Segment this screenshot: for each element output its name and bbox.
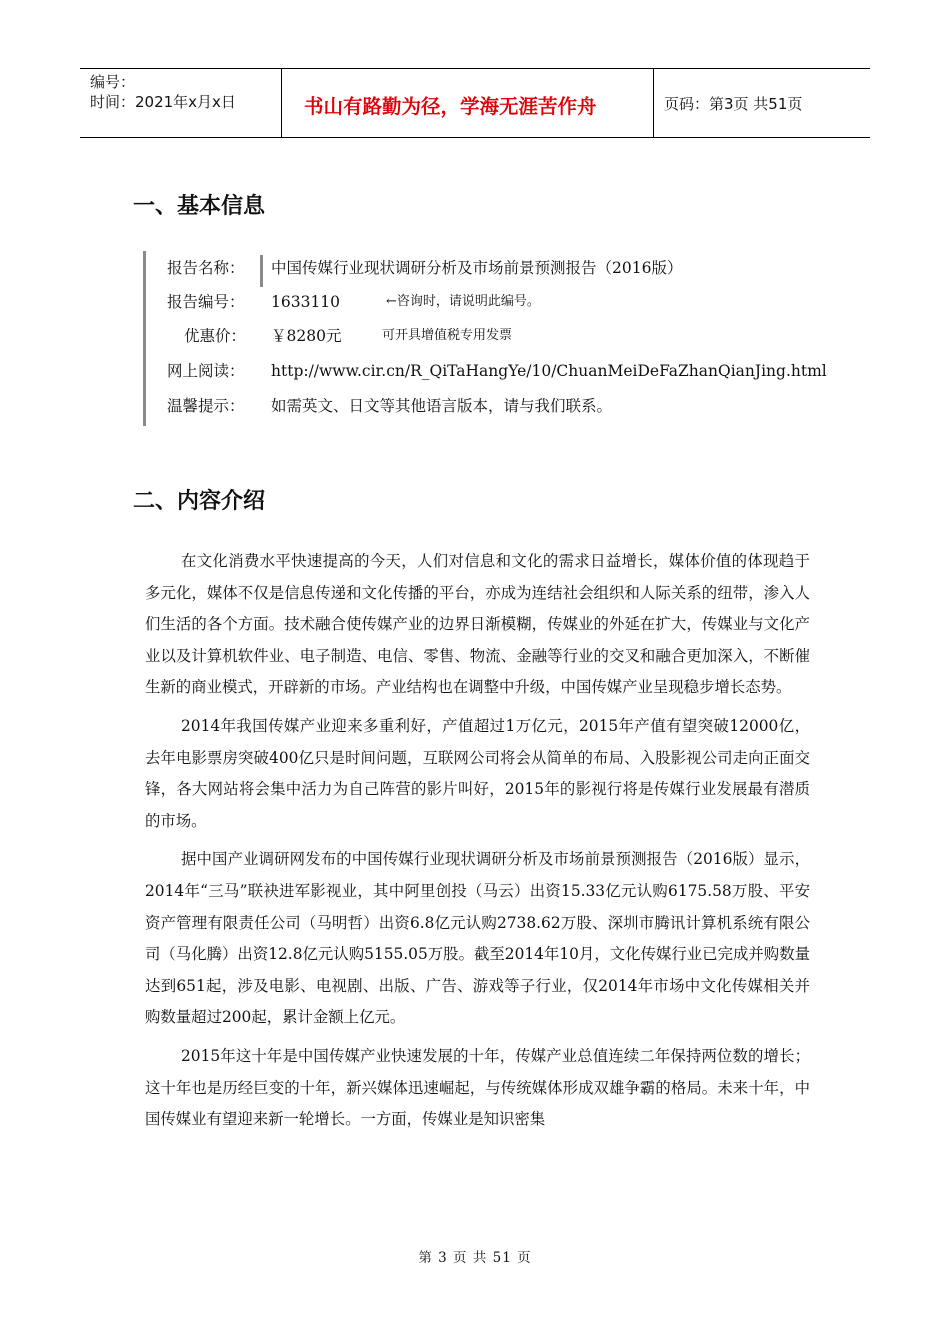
paragraph: 在文化消费水平快速提高的今天，人们对信息和文化的需求日益增长，媒体价值的体现趋于多元化，媒体不仅是信息传递和文化传播的平台，亦成为连结社会组织和人际关系的纽带，渗入人们生活的各个方面。技术融合使传媒产业的边界日渐模糊，传媒业的外延在扩大，传媒业与文化产业以及计算机软件业、电子制造、电信、零售、物流、金融等行业的交叉和融合更加深入，不断催生新的商业模式，开辟新的市场。产业结构也在调整中升级，中国传媒产业呈现稳步增长态势。 <box>145 552 810 697</box>
content-body <box>145 546 810 1143</box>
tip-label: 温馨提示： <box>167 397 245 415</box>
page-footer: 第 3 页 共 51 页 <box>418 1250 532 1266</box>
tip-value: 如需英文、日文等其他语言版本，请与我们联系。 <box>271 397 613 415</box>
price-label: 优惠价： <box>184 327 247 345</box>
document-date: 时间：2021年x月x日 <box>90 93 236 111</box>
price-value: ￥8280元 <box>271 327 342 345</box>
online-read-label: 网上阅读： <box>167 362 245 380</box>
report-code-value: 1633110 <box>271 293 341 311</box>
header-meta-cell <box>80 69 282 137</box>
header-slogan-cell <box>282 69 654 137</box>
report-code-label: 报告编号： <box>167 293 245 311</box>
paragraph: 据中国产业调研网发布的中国传媒行业现状调研分析及市场前景预测报告（2016版）显示，2014年“三马”联袂进军影视业，其中阿里创投（马云）出资15.33亿元认购6175.58万股、平安资产管理有限责任公司（马明哲）出资6.8亿元认购2738.62万股、深圳市腾讯计算机系统有限公司（马化腾）出资12.8亿元认购5155.05万股。截至2014年10月，文化传媒行业已完成并购数量达到651起，涉及电影、电视剧、出版、广告、游戏等子行业，仅2014年市场中文化传媒相关并购数量超过200起，累计金额上亿元。 <box>145 850 810 1027</box>
report-code-note: ←咨询时，请说明此编号。 <box>386 294 540 309</box>
section-heading-basic-info: 一、基本信息 <box>133 194 266 219</box>
paragraph: 2014年我国传媒产业迎来多重利好，产值超过1万亿元，2015年产值有望突破12000亿，去年电影票房突破400亿只是时间问题，互联网公司将会从简单的布局、入股影视公司走向正面交锋，各大网站将会集中活力为自己阵营的影片叫好，2015年的影视行将是传媒行业发展最有潜质的市场。 <box>145 716 810 830</box>
header-slogan: 书山有路勤为径，学海无涯苦作舟 <box>304 95 597 118</box>
report-info-block <box>143 251 826 426</box>
document-header <box>80 68 870 138</box>
report-name-label: 报告名称： <box>167 259 245 277</box>
report-name-value: 中国传媒行业现状调研分析及市场前景预测报告（2016版） <box>271 259 683 277</box>
section-heading-content: 二、内容介绍 <box>133 489 266 514</box>
invoice-note: 可开具增值税专用发票 <box>382 328 513 343</box>
header-page-code: 页码：第3页 共51页 <box>664 95 803 113</box>
paragraph: 2015年这十年是中国传媒产业快速发展的十年，传媒产业总值连续二年保持两位数的增长；这十年也是历经巨变的十年，新兴媒体迅速崛起，与传统媒体形成双雄争霸的格局。未来十年，中国传媒业有望迎来新一轮增长。一方面，传媒业是知识密集 <box>145 1046 810 1129</box>
value-divider <box>260 255 263 287</box>
document-number-label: 编号： <box>90 73 136 91</box>
header-page-cell <box>654 69 870 137</box>
online-read-link[interactable]: http://www.cir.cn/R_QiTaHangYe/10/ChuanMeiDeFaZhanQianJing.html <box>271 362 827 380</box>
